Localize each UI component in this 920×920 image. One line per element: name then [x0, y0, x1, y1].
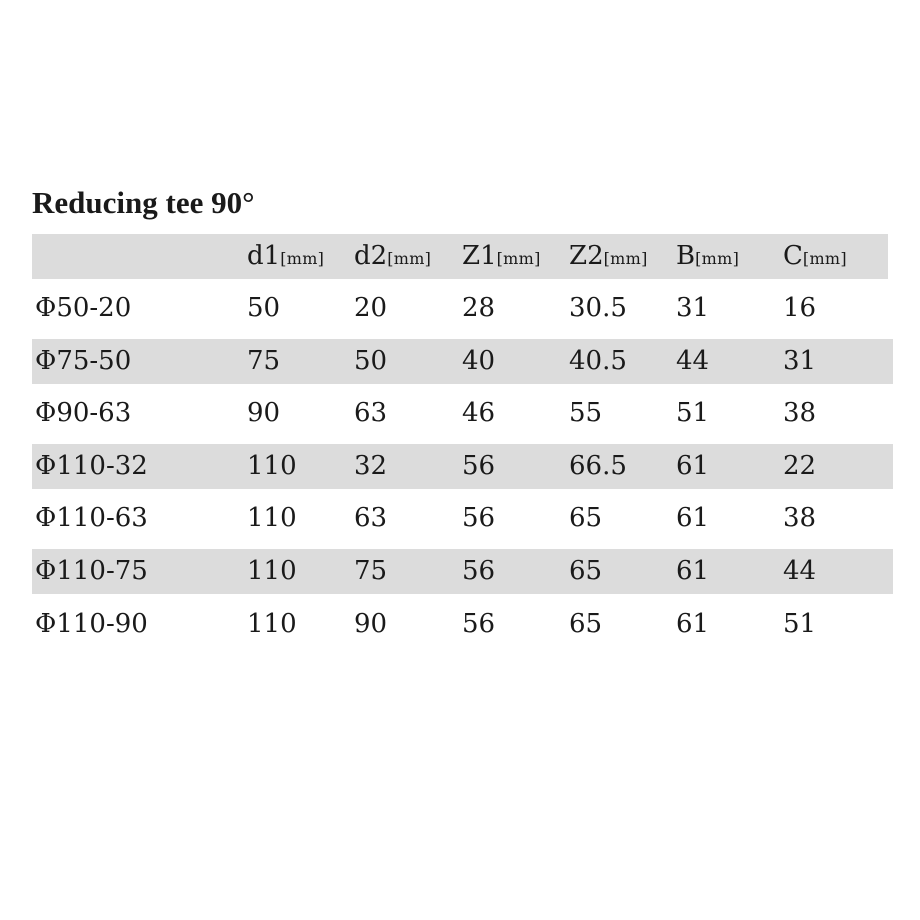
c-cell: 38: [783, 503, 817, 533]
table-row: [32, 444, 893, 489]
z1-cell: 28: [462, 293, 496, 323]
d2-cell: 20: [354, 293, 388, 323]
d1-cell: 110: [247, 556, 297, 586]
header-d1: [247, 234, 324, 279]
d1-cell: 110: [247, 503, 297, 533]
b-cell: 61: [676, 609, 710, 639]
d2-cell: 32: [354, 451, 388, 481]
d2-cell: 63: [354, 503, 388, 533]
d2-cell: 75: [354, 556, 388, 586]
size-cell: Φ110-63: [35, 503, 148, 533]
z2-cell: 30.5: [569, 293, 627, 323]
b-cell: 61: [676, 556, 710, 586]
b-cell: 44: [676, 346, 710, 376]
table-row: [32, 549, 893, 594]
z2-cell: 65: [569, 609, 603, 639]
header-b: [676, 234, 739, 279]
c-cell: 22: [783, 451, 817, 481]
table-row: [32, 602, 893, 647]
size-cell: Φ110-32: [35, 451, 148, 481]
d1-cell: 90: [247, 398, 281, 428]
table-row: [32, 286, 893, 331]
size-cell: Φ50-20: [35, 293, 132, 323]
table-row: [32, 391, 893, 436]
d2-cell: 90: [354, 609, 388, 639]
size-cell: Φ75-50: [35, 346, 132, 376]
header-c: [783, 234, 847, 279]
z2-cell: 40.5: [569, 346, 627, 376]
d2-cell: 63: [354, 398, 388, 428]
c-cell: 44: [783, 556, 817, 586]
header-d1-name: d1: [247, 241, 281, 271]
table-title: Reducing tee 90°: [32, 185, 255, 220]
c-cell: 51: [783, 609, 817, 639]
z2-cell: 65: [569, 556, 603, 586]
header-b-name: B: [676, 241, 696, 271]
header-z2-name: Z2: [569, 241, 604, 271]
table-row: [32, 496, 893, 541]
d1-cell: 75: [247, 346, 281, 376]
b-cell: 61: [676, 503, 710, 533]
d1-cell: 110: [247, 451, 297, 481]
header-d2-name: d2: [354, 241, 388, 271]
header-d2: [354, 234, 431, 279]
size-cell: Φ110-90: [35, 609, 148, 639]
header-c-unit: [mm]: [802, 249, 847, 268]
header-z2: [569, 234, 648, 279]
z1-cell: 56: [462, 451, 496, 481]
d1-cell: 50: [247, 293, 281, 323]
d1-cell: 110: [247, 609, 297, 639]
z1-cell: 46: [462, 398, 496, 428]
z1-cell: 56: [462, 556, 496, 586]
c-cell: 31: [783, 346, 817, 376]
table-row: [32, 339, 893, 384]
c-cell: 16: [783, 293, 817, 323]
z2-cell: 66.5: [569, 451, 627, 481]
header-c-name: C: [783, 241, 803, 271]
header-z1: [462, 234, 541, 279]
b-cell: 31: [676, 293, 710, 323]
b-cell: 61: [676, 451, 710, 481]
size-cell: Φ90-63: [35, 398, 132, 428]
b-cell: 51: [676, 398, 710, 428]
d2-cell: 50: [354, 346, 388, 376]
header-z2-unit: [mm]: [603, 249, 648, 268]
header-z1-name: Z1: [462, 241, 497, 271]
z1-cell: 40: [462, 346, 496, 376]
header-d2-unit: [mm]: [387, 249, 432, 268]
z1-cell: 56: [462, 503, 496, 533]
c-cell: 38: [783, 398, 817, 428]
z2-cell: 65: [569, 503, 603, 533]
size-cell: Φ110-75: [35, 556, 148, 586]
table-header-row: [32, 234, 888, 279]
header-z1-unit: [mm]: [496, 249, 541, 268]
z2-cell: 55: [569, 398, 603, 428]
header-b-unit: [mm]: [695, 249, 740, 268]
header-d1-unit: [mm]: [280, 249, 325, 268]
z1-cell: 56: [462, 609, 496, 639]
